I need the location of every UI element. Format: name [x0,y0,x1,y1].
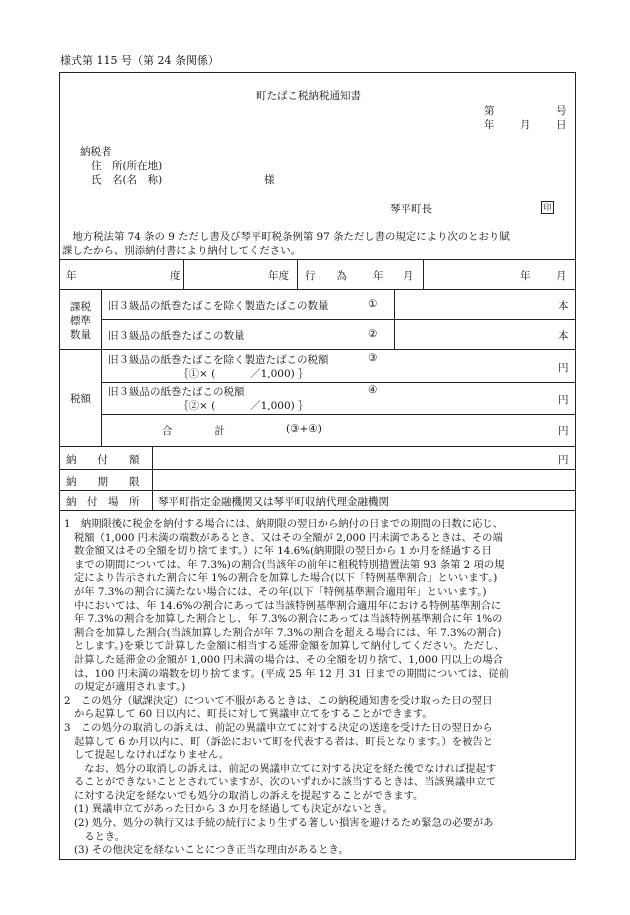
place-value: 琴平町指定金融機関又は琴平町収納代理金融機関 [158,496,389,508]
form-number: 様式第 115 号（第 24 条関係） [60,54,219,67]
note-line: から起算して 60 日以内に、町長に対して異議申立てをすることができます。 [74,708,433,721]
doc-no-dai: 第 [484,105,495,117]
note-line: 年 7.3%の割合を加算した割合とし、年 7.3%の割合にあっては当該特例基準割合に年 1%の [74,613,503,626]
note-line: は、100 円未満の端数を切り捨てます。(平成 25 年 12 月 31 日までの期間については、従前 [74,667,509,680]
tax-row-2-num: ④ [368,384,378,396]
rule [183,259,184,289]
doc-no-go: 号 [556,105,567,117]
note-line: (3) その他決定を経ないことにつき正当な理由があるとき。 [74,844,349,857]
intro-line-1: 地方税法第 74 条の 9 ただし書及び琴平町税条例第 97 条ただし書の規定により次のとおり賦 [62,231,510,243]
tax-label: 税額 [70,393,91,405]
standard-label-1: 課税 [70,301,91,313]
period-tsuki: 月 [403,270,414,282]
note-line: に対する決定を経ないでも処分の取消しの訴えを提起することができます。 [74,789,424,802]
tax-row-2-formula: ｛②× ( ／1,000) ｝ [178,400,309,412]
note-line: 1 納期限後に税金を納付する場合には、納期限の翌日から納付の日までの期間の日数に応じ、 [64,518,504,530]
date-year: 年 [484,119,495,131]
deadline-label: 納 期 限 [66,476,140,488]
notes-section [64,518,574,858]
place-label: 納 付 場 所 [66,496,140,508]
note-line: が年 7.3%の割合に満たない場合には、その年(以下「特例基準割合適用年」といいます。) [74,585,487,598]
tax-row-1-unit: 円 [558,362,569,374]
tax-row-1-formula: ｛①× ( ／1,000) ｝ [178,368,309,380]
note-line: とします。)を乗じて計算した金額に相当する延滞金額を加算して納付してください。ただし、 [74,640,505,653]
taxpayer-address-label: 住 所(所在地) [91,160,163,172]
date-month: 月 [520,119,531,131]
period-tsuki2: 月 [556,270,567,282]
rule [152,446,153,510]
tax-row-2-unit: 円 [558,394,569,406]
note-line: して提起しなければなりません。 [74,749,230,762]
standard-label-3: 数量 [70,329,91,341]
note-line: 3 この処分の取消しの訴えは、前記の異議申立てに対する決定の送達を受けた日の翌日から [64,721,493,734]
tax-row-1-num: ③ [368,352,378,364]
note-line: (2) 処分、処分の執行又は手続の続行により生ずる著しい損害を避けるため緊急の必要があ [74,817,494,830]
standard-row-2-text: 旧３級品の紙巻たばこの数量 [108,330,245,342]
rule [59,510,576,511]
tax-total-formula: (③+④) [286,423,322,435]
rule [59,490,576,491]
seal-mark: 印 [541,201,554,214]
rule [59,289,576,290]
period-nendo: 年度 [268,270,289,282]
note-line: までの期間については、年 7.3%)の割合(当該年の前年に租税特別措置法第 93 条第 2 項の規 [74,558,505,571]
note-line: 中においては、年 14.6%の割合にあっては当該特例基準割合適用年における特例基準割合に [74,599,502,612]
rule [59,259,576,260]
taxpayer-name-label: 氏 名(名 称) [91,174,163,186]
note-line: 計算した延滞金の金額が 1,000 円未満の場合は、その全額を切り捨て、1,000 円以上の場合 [74,653,503,666]
note-line: 数金額又はその全額を切り捨てます。）に年 14.6%(納期限の翌日から 1 か月を経過する日 [74,545,492,558]
standard-row-2-unit: 本 [558,330,569,342]
note-line: の規定が適用されます。) [74,681,186,694]
document-title: 町たばこ税納税通知書 [256,90,361,102]
tax-row-1-text: 旧３級品の紙巻たばこを除く製造たばこの税額 [108,354,329,366]
taxpayer-label: 納税者 [80,146,112,158]
standard-row-1-text: 旧３級品の紙巻たばこを除く製造たばこの数量 [108,300,329,312]
period-nen: 年 [373,270,384,282]
intro-line-2: 課したから、別添納付書により納付してください。 [62,245,301,257]
note-line: るとき。 [74,830,126,843]
note-line: なお、処分の取消しの訴えは、前記の異議申立てに対する決定を経た後でなければ提起す [74,762,497,775]
payment-amount-unit: 円 [558,454,569,466]
period-year: 年 [66,270,77,282]
rule [101,382,576,383]
tax-row-2-text: 旧３級品の紙巻たばこの税額 [108,386,245,398]
payment-amount-label: 納 付 額 [66,454,140,466]
rule [297,259,298,289]
rule [59,469,576,470]
standard-row-2-num: ② [368,328,378,340]
standard-row-1-num: ① [368,298,378,310]
rule [101,289,102,446]
rule [101,319,576,320]
note-line: (1) 異議申立てがあった日から 3 か月を経過しても決定がないとき。 [74,803,393,816]
tax-total-label: 合 計 [162,425,225,437]
standard-row-1-unit: 本 [558,300,569,312]
rule [101,414,576,415]
period-do: 度 [170,270,181,282]
rule [59,446,576,447]
standard-label-2: 標準 [70,315,91,327]
period-koui: 行 為 [305,270,347,282]
period-nen2: 年 [520,270,531,282]
taxpayer-sama: 様 [264,174,275,186]
rule [59,349,576,350]
note-line: 割合を加算した割合(当該加算した割合が年 7.3%の割合を超える場合には、年 7.3%の割合) [74,626,502,639]
note-line: 起算して 6 か月以内に、町（訴訟において町を代表する者は、町長となります。）を被告と [74,735,493,748]
date-day: 日 [556,119,567,131]
tax-total-unit: 円 [558,425,569,437]
issuer-name: 琴平町長 [390,203,432,215]
note-line: ることができないこととされていますが、次のいずれかに該当するときは、当該異議申立て [74,776,497,789]
note-line: 定により告示された割合に年 1%の割合を加算した場合(以下「特例基準割合」といいます。) [74,572,498,585]
note-line: 税額（1,000 円未満の端数があるとき、又はその全額が 2,000 円未満であるときは、その端 [74,531,503,544]
rule [423,259,424,289]
note-line: 2 この処分（賦課決定）について不服があるときは、この納税通知書を受け取った日の翌日 [64,694,493,707]
